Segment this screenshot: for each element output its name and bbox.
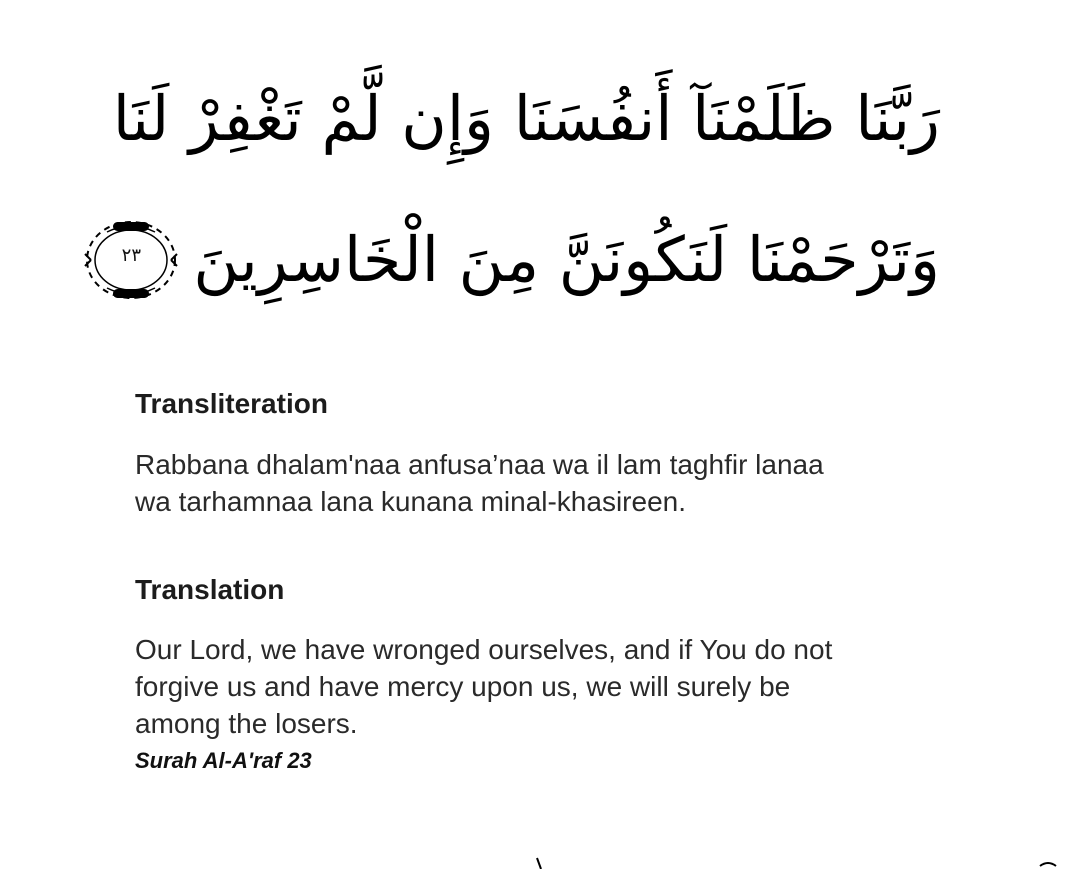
arabic-verse-line-2: وَتَرْحَمْنَا لَنَكُونَنَّ مِنَ الْخَاسِرِينَ [193,223,940,296]
ayah-number: ٢٣ [121,245,141,266]
transliteration-text [135,446,955,520]
arabic-verse-line-1: رَبَّنَا ظَلَمْنَآ أَنفُسَنَا وَإِن لَّمْ تَغْفِرْ لَنَا [112,82,940,155]
transliteration-heading: Transliteration [135,388,328,419]
transliteration-line-1: Rabbana dhalam'naa anfusa’naa wa il lam taghfir lanaa [135,449,824,480]
translation-line-2: forgive us and have mercy upon us, we will surely be [135,671,791,702]
transliteration-line-2: wa tarhamnaa lana kunana minal-khasireen. [135,486,686,517]
arabic-verse-line-2-wrapper [83,212,940,308]
translation-heading: Translation [135,574,285,605]
surah-citation: Surah Al-A'raf 23 [135,748,312,773]
translation-line-3: among the losers. [135,708,358,739]
cropped-edge-marks [0,852,1080,869]
ayah-end-marker-icon [83,212,179,308]
translation-line-1: Our Lord, we have wronged ourselves, and if You do not [135,634,833,665]
translation-text [135,631,955,742]
